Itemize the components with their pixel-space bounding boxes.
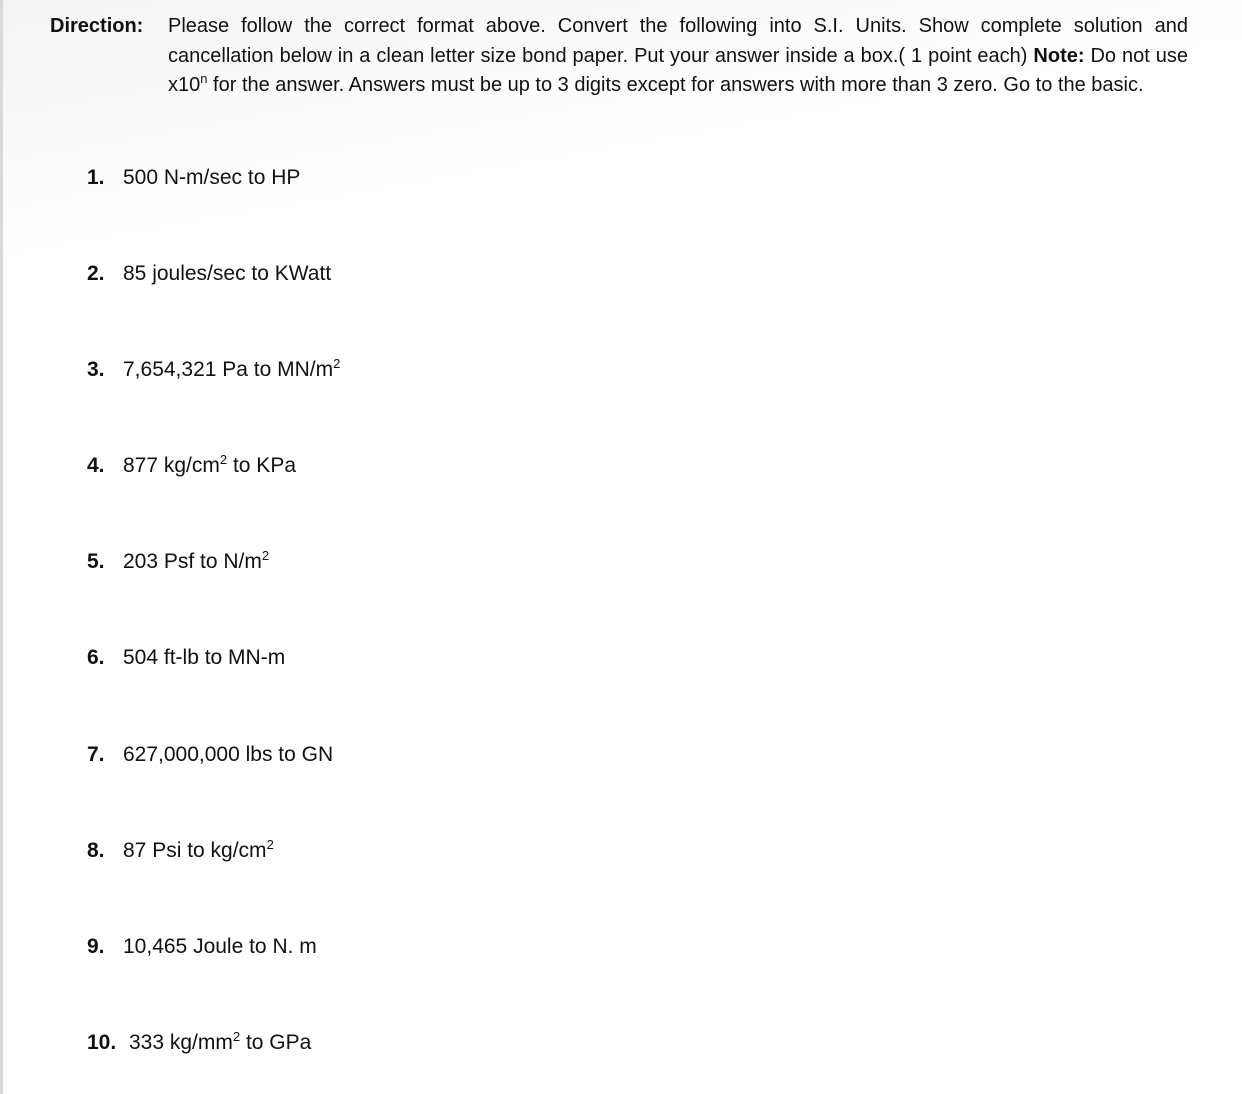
problem-item-10 (87, 1030, 311, 1056)
direction-label: Direction: (50, 15, 144, 37)
problem-item-8 (87, 838, 274, 864)
direction-text-part3: for the answer. Answers must be up to 3 digits except for answers with more than 3 zero. Go to the basic. (207, 74, 1144, 96)
problem-item-7 (87, 742, 333, 768)
problem-text: 203 Psf to N/m (123, 550, 262, 573)
problem-number: 2. (87, 262, 105, 285)
direction-exponent: n (200, 71, 208, 86)
problem-number: 4. (87, 454, 105, 477)
problem-item-5 (87, 549, 269, 575)
problem-item-9 (87, 934, 317, 960)
problem-text: 504 ft-lb to MN-m (123, 646, 286, 669)
direction-text (168, 12, 1188, 101)
problem-number: 10. (87, 1031, 117, 1054)
note-label: Note: (1033, 44, 1085, 67)
problem-superscript: 2 (232, 1029, 241, 1044)
problem-text-tail: to KPa (227, 454, 297, 477)
problem-text: 85 joules/sec to KWatt (123, 262, 332, 285)
problem-superscript: 2 (261, 548, 270, 563)
problem-number: 8. (87, 839, 105, 862)
problem-text: 877 kg/cm (123, 454, 220, 477)
problem-number: 3. (87, 358, 105, 381)
problem-number: 5. (87, 550, 105, 573)
problem-item-3 (87, 357, 340, 383)
direction-text-part1: Please follow the correct format above. Convert the following into S.I. Units. Show complete solution and cancellation below in a clean letter size bond paper. Put your answer inside a box.( 1 point each) (168, 15, 1188, 67)
problem-number: 1. (87, 166, 105, 189)
problem-item-6 (87, 645, 285, 671)
problem-item-1 (87, 165, 300, 191)
problem-text: 627,000,000 lbs to GN (123, 743, 334, 766)
problem-number: 9. (87, 935, 105, 958)
problem-text: 10,465 Joule to N. m (123, 935, 317, 958)
problem-text: 87 Psi to kg/cm (123, 839, 267, 862)
problem-item-4 (87, 453, 296, 479)
direction-text-part2: Do not use x10 (168, 44, 1188, 96)
problem-item-2 (87, 261, 331, 287)
problem-number: 6. (87, 646, 105, 669)
problem-superscript: 2 (266, 837, 274, 852)
problem-text: 500 N-m/sec to HP (123, 166, 301, 189)
problem-superscript: 2 (219, 452, 228, 467)
problem-text-tail: to GPa (240, 1031, 312, 1054)
problem-text: 7,654,321 Pa to MN/m (123, 358, 334, 381)
problem-superscript: 2 (333, 356, 341, 371)
problem-number: 7. (87, 743, 105, 766)
problem-text: 333 kg/mm (129, 1031, 233, 1054)
